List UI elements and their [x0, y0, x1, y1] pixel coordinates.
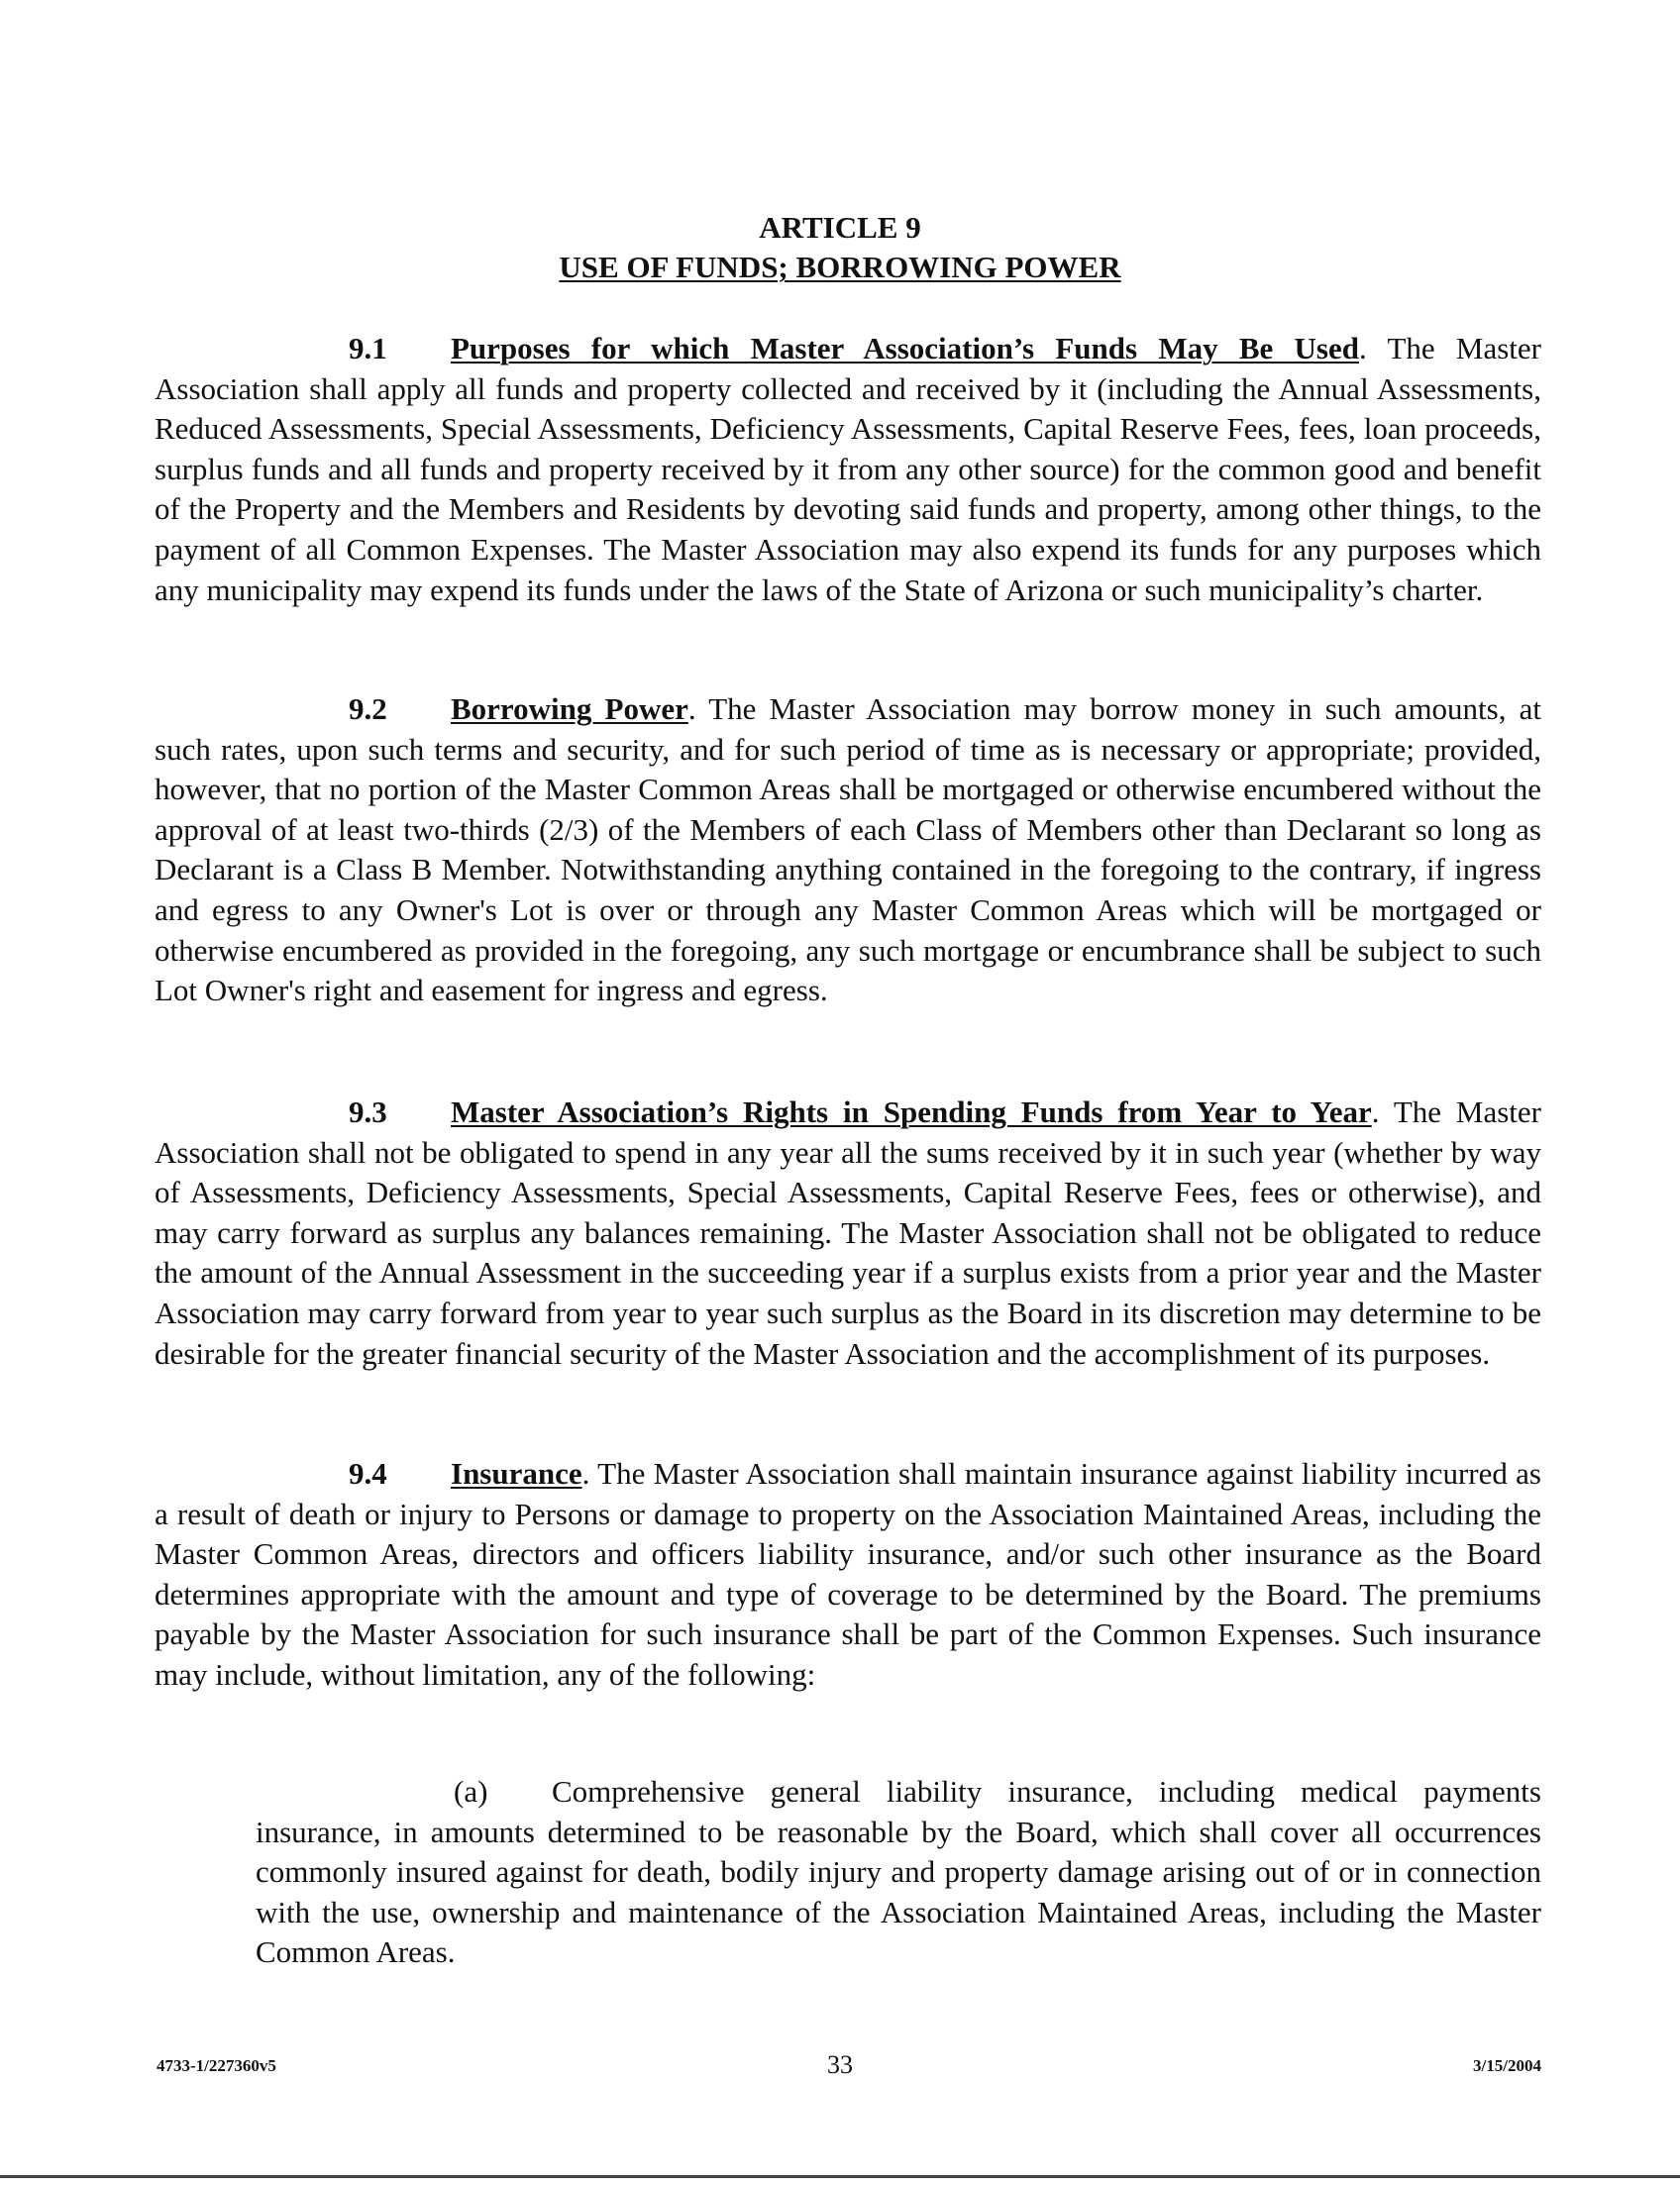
section-title: Insurance	[451, 1456, 582, 1491]
section-body: . The Master Association shall apply all funds and property collected and received by it (including the Annual Assessments, Reduced Assessments, Special Assessments, Deficiency Assessments, Capital Reserve Fees, fees, loan proceeds, surplus funds and all funds and property received by it from any other source) for the common good and benefit of the Property and the Members and Residents by devoting said funds and property, among other things, to the payment of all Common Expenses. The Master Association may also expend its funds for any purposes which any municipality may expend its funds under the laws of the State of Arizona or such municipality’s charter.	[155, 331, 1541, 607]
bottom-divider	[0, 2175, 1680, 2178]
article-title: USE OF FUNDS; BORROWING POWER	[559, 250, 1121, 284]
section-number: 9.4	[349, 1456, 387, 1491]
section-body: . The Master Association shall maintain insurance against liability incurred as a result of death or injury to Persons or damage to property on the Association Maintained Areas, including the Master Common Areas, directors and officers liability insurance, and/or such other insurance as the Board determines appropriate with the amount and type of coverage to be determined by the Board. The premiums payable by the Master Association for such insurance shall be part of the Common Expenses. Such insurance may include, without limitation, any of the following:	[155, 1456, 1541, 1692]
subsection-label: (a)	[454, 1774, 488, 1809]
subsection-a	[256, 1772, 1541, 1973]
section-number: 9.1	[349, 331, 387, 365]
section-title: Purposes for which Master Association’s Funds May Be Used	[451, 331, 1359, 365]
section-body: . The Master Association shall not be obligated to spend in any year all the sums received by it in such year (whether by way of Assessments, Deficiency Assessments, Special Assessments, Capital Reserve Fees, fees or otherwise), and may carry forward as surplus any balances remaining. The Master Association shall not be obligated to reduce the amount of the Annual Assessment in the succeeding year if a surplus exists from a prior year and the Master Association may carry forward from year to year such surplus as the Board in its discretion may determine to be desirable for the greater financial security of the Master Association and the accomplishment of its purposes.	[155, 1094, 1541, 1371]
subsection-body: Comprehensive general liability insurance, including medical payments insurance, in amounts determined to be reasonable by the Board, which shall cover all occurrences commonly insured against for death, bodily injury and property damage arising out of or in connection with the use, ownership and maintenance of the Association Maintained Areas, including the Master Common Areas.	[256, 1774, 1541, 1970]
article-heading: ARTICLE 9	[759, 210, 921, 245]
section-title: Borrowing Power	[451, 691, 688, 726]
footer-date: 3/15/2004	[1473, 2056, 1541, 2075]
section-body: . The Master Association may borrow money in such amounts, at such rates, upon such terms and security, and for such period of time as is necessary or appropriate; provided, however, that no portion of the Master Common Areas shall be mortgaged or otherwise encumbered without the approval of at least two-thirds (2/3) of the Members of each Class of Members other than Declarant so long as Declarant is a Class B Member. Notwithstanding anything contained in the foregoing to the contrary, if ingress and egress to any Owner's Lot is over or through any Master Common Areas which will be mortgaged or otherwise encumbered as provided in the foregoing, any such mortgage or encumbrance shall be subject to such Lot Owner's right and easement for ingress and egress.	[155, 691, 1542, 1008]
section-9-1	[155, 329, 1541, 610]
section-9-3	[155, 1093, 1541, 1374]
footer-doc-id: 4733-1/227360v5	[157, 2056, 276, 2075]
section-number: 9.2	[349, 691, 387, 726]
footer-page-number: 33	[827, 2050, 853, 2079]
section-title: Master Association’s Rights in Spending Funds from Year to Year	[451, 1094, 1372, 1129]
section-number: 9.3	[349, 1094, 387, 1129]
section-9-4	[155, 1454, 1541, 1696]
section-9-2	[155, 689, 1541, 1011]
